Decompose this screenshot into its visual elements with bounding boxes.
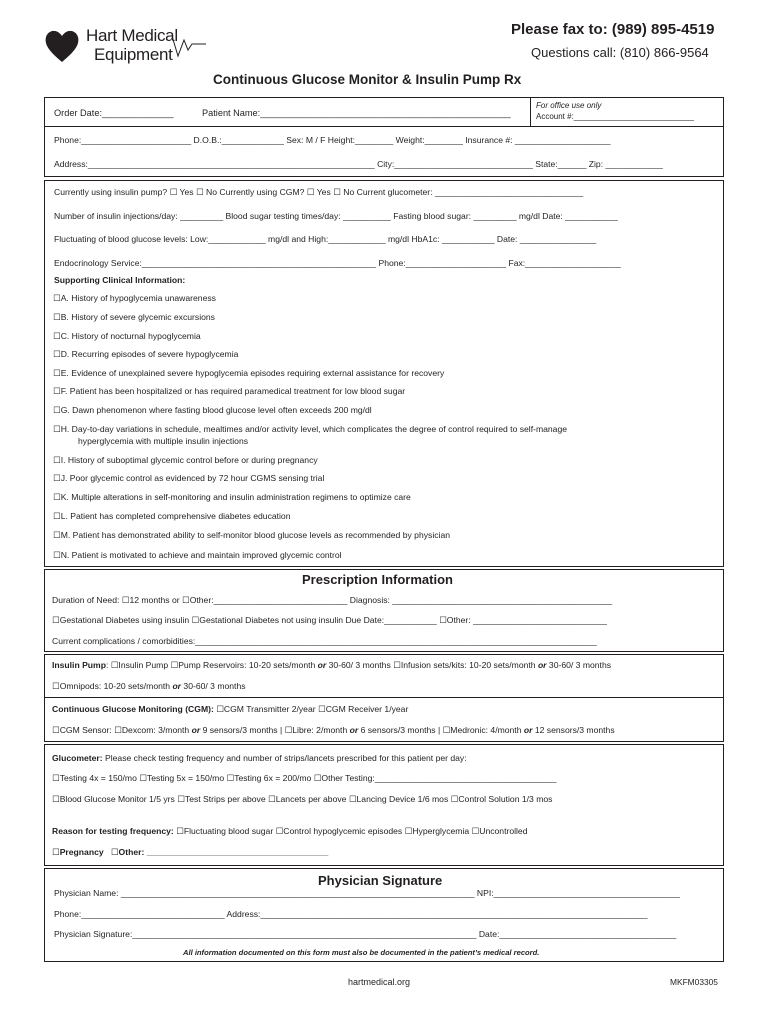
criteria-item[interactable]: ☐F. Patient has been hospitalized or has required paramedical treatment for low blood sugar: [53, 386, 406, 396]
pump-options: 30-60/ 3 months: [546, 660, 612, 670]
or-label: or: [191, 725, 201, 735]
heartbeat-line-icon: [172, 30, 212, 60]
criteria-item[interactable]: ☐H. Day-to-day variations in schedule, mealtimes and/or activity level, which complicates the degree of control required to self-manage: [53, 424, 568, 434]
duration-row[interactable]: Duration of Need: ☐12 months or ☐Other:____________________________ Diagnosis: ______________________________________________: [52, 595, 613, 605]
signature-heading: Physician Signature: [318, 873, 443, 888]
physician-name-row[interactable]: Physician Name: __________________________________________________________________________ NPI:_______________________________________: [54, 888, 681, 898]
patient-name-field[interactable]: Patient Name:_________________________________________________: [202, 108, 511, 118]
fax-number: Please fax to: (989) 895-4519: [511, 21, 715, 38]
criteria-item[interactable]: ☐K. Multiple alterations in self-monitoring and insulin administration regimens to optimize care: [53, 492, 411, 502]
criteria-item[interactable]: ☐B. History of severe glycemic excursions: [53, 312, 215, 322]
reason-options: ☐Fluctuating blood sugar ☐Control hypoglycemic episodes ☐Hyperglycemia ☐Uncontrolled: [173, 826, 528, 836]
glucometer-row: [52, 753, 467, 763]
complications-row[interactable]: Current complications / comorbidities:____________________________________________________________________________________: [52, 636, 597, 646]
form-title: Continuous Glucose Monitor & Insulin Pump Rx: [213, 72, 522, 87]
criteria-item[interactable]: ☐L. Patient has completed comprehensive diabetes education: [53, 511, 291, 521]
or-label: or: [523, 725, 533, 735]
criteria-item[interactable]: ☐E. Evidence of unexplained severe hypoglycemia episodes requiring external assistance for recovery: [53, 368, 445, 378]
insulin-pump-label: Insulin Pump: [52, 660, 106, 670]
patient-divider: [45, 126, 723, 127]
glucometer-label: Glucometer:: [52, 753, 103, 763]
medical-record-note: All information documented on this form must also be documented in the patient’s medical record.: [183, 948, 540, 957]
other-reason-option[interactable]: ☐Other: ______________________________________: [110, 847, 329, 857]
logo-name-line1: Hart Medical: [86, 26, 178, 45]
office-divider: [530, 98, 531, 126]
cgm-sensor-option: 9 sensors/3 months | ☐Libre: 2/month: [200, 725, 350, 735]
pregnancy-row[interactable]: [52, 847, 328, 858]
insulin-cgm-row[interactable]: Currently using insulin pump? ☐ Yes ☐ No Currently using CGM? ☐ Yes ☐ No Current glucometer: _______________________________: [54, 187, 584, 197]
insulin-pump-row[interactable]: [52, 660, 611, 671]
criteria-item-continued: hyperglycemia with multiple insulin injections: [78, 436, 249, 446]
gestational-row[interactable]: ☐Gestational Diabetes using insulin ☐Gestational Diabetes not using insulin Due Date:___________ ☐Other: ____________________________: [52, 615, 607, 625]
pregnancy-option[interactable]: ☐Pregnancy: [52, 847, 104, 857]
heart-logo-icon: [44, 28, 80, 64]
omnipods-option: ☐Omnipods: 10-20 sets/month: [52, 681, 173, 691]
account-field[interactable]: Account #:___________________________: [536, 112, 694, 121]
cgm-label: Continuous Glucose Monitoring (CGM):: [52, 704, 214, 714]
injections-row[interactable]: Number of insulin injections/day: _________ Blood sugar testing times/day: __________ Fasting blood sugar: _________ mg/dl Date: ___________: [54, 211, 618, 221]
criteria-item[interactable]: ☐C. History of nocturnal hypoglycemia: [53, 331, 201, 341]
physician-phone-row[interactable]: Phone:______________________________ Address:_________________________________________________________________________________: [54, 909, 648, 919]
pump-options: : ☐Insulin Pump ☐Pump Reservoirs: 10-20 sets/month: [105, 660, 318, 670]
address-row[interactable]: Address:____________________________________________________________ City:_____________________________ State:______ Zip: ____________: [54, 159, 663, 169]
pump-cgm-divider: [45, 697, 723, 698]
prescription-heading: Prescription Information: [302, 572, 453, 587]
criteria-item[interactable]: ☐M. Patient has demonstrated ability to self-monitor blood glucose levels as recommended by physician: [53, 530, 451, 540]
pump-options: 30-60/ 3 months ☐Infusion sets/kits: 10-20 sets/month: [326, 660, 538, 670]
or-label: or: [349, 725, 359, 735]
criteria-item[interactable]: ☐I. History of suboptimal glycemic control before or during pregnancy: [53, 455, 318, 465]
logo-name-line2: Equipment: [94, 45, 173, 64]
form-code: MKFM03305: [670, 977, 718, 987]
reason-row[interactable]: [52, 826, 528, 837]
cgm-row[interactable]: [52, 704, 408, 715]
cgm-sensor-row[interactable]: [52, 725, 615, 736]
reason-label: Reason for testing frequency:: [52, 826, 174, 836]
omnipods-row[interactable]: [52, 681, 246, 692]
phone-dob-row[interactable]: Phone:_______________________ D.O.B.:_____________ Sex: M / F Height:________ Weight:________ Insurance #: ____________________: [54, 135, 611, 145]
cgm-sensor-option: 12 sensors/3 months: [532, 725, 615, 735]
criteria-item[interactable]: ☐N. Patient is motivated to achieve and maintain improved glycemic control: [53, 550, 342, 560]
or-label: or: [537, 660, 547, 670]
cgm-sensor-option: ☐CGM Sensor: ☐Dexcom: 3/month: [52, 725, 192, 735]
office-use-label: For office use only: [536, 101, 602, 110]
supplies-row[interactable]: ☐Blood Glucose Monitor 1/5 yrs ☐Test Strips per above ☐Lancets per above ☐Lancing Device 1/6 mos ☐Control Solution 1/3 mos: [52, 794, 553, 804]
endocrinology-row[interactable]: Endocrinology Service:_________________________________________________ Phone:_____________________ Fax:____________________: [54, 258, 621, 268]
or-label: or: [172, 681, 182, 691]
criteria-item[interactable]: ☐G. Dawn phenomenon where fasting blood glucose level often exceeds 200 mg/dl: [53, 405, 372, 415]
physician-signature-row[interactable]: Physician Signature:________________________________________________________________________ Date:_____________________________________: [54, 929, 677, 939]
testing-frequency-row[interactable]: ☐Testing 4x = 150/mo ☐Testing 5x = 150/mo ☐Testing 6x = 200/mo ☐Other Testing:______________________________________: [52, 773, 557, 783]
questions-phone: Questions call: (810) 866-9564: [531, 45, 709, 60]
supporting-info-heading: Supporting Clinical Information:: [54, 275, 186, 285]
logo: [44, 26, 214, 68]
order-date-field[interactable]: Order Date:______________: [54, 108, 174, 118]
fluctuation-row[interactable]: Fluctuating of blood glucose levels: Low:____________ mg/dl and High:____________ mg/dl HbA1c: ___________ Date: ________________: [54, 234, 597, 244]
or-label: or: [317, 660, 327, 670]
criteria-item[interactable]: ☐A. History of hypoglycemia unawareness: [53, 293, 216, 303]
criteria-item[interactable]: ☐J. Poor glycemic control as evidenced by 72 hour CGMS sensing trial: [53, 473, 325, 483]
criteria-item[interactable]: ☐D. Recurring episodes of severe hypoglycemia: [53, 349, 239, 359]
omnipods-option: 30-60/ 3 months: [181, 681, 246, 691]
footer-url: hartmedical.org: [348, 977, 411, 987]
cgm-options: ☐CGM Transmitter 2/year ☐CGM Receiver 1/year: [213, 704, 409, 714]
glucometer-instructions: Please check testing frequency and number of strips/lancets prescribed for this patient per day:: [102, 753, 467, 763]
cgm-sensor-option: 6 sensors/3 months | ☐Medronic: 4/month: [358, 725, 524, 735]
